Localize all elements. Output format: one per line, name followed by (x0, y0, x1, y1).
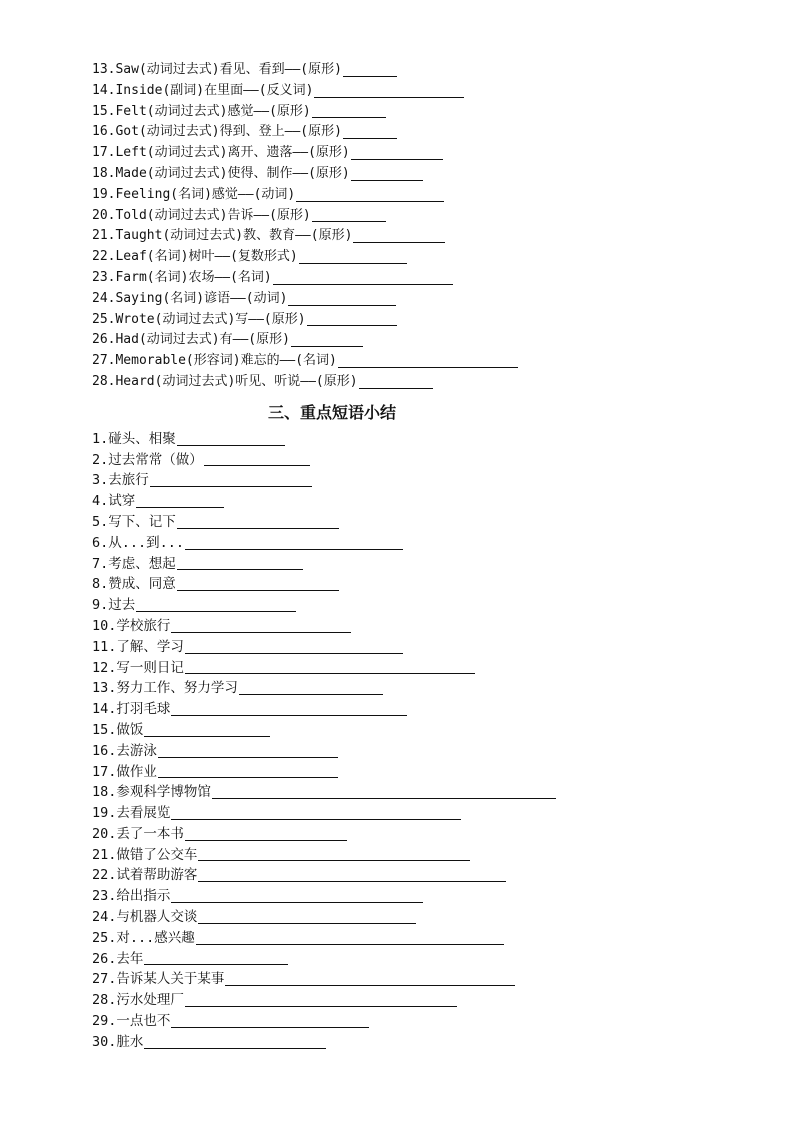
vocab-item (92, 310, 712, 331)
phrase-prompt: 26.去年 (92, 950, 144, 967)
phrase-item (92, 1011, 712, 1032)
answer-blank[interactable] (185, 840, 347, 841)
phrase-prompt: 1.碰头、相聚 (92, 430, 176, 447)
vocab-prompt: 14.Inside(副词)在里面——(反义词) (92, 82, 314, 98)
answer-blank[interactable] (198, 923, 416, 924)
answer-blank[interactable] (177, 569, 303, 570)
answer-blank[interactable] (307, 325, 397, 326)
vocab-item (92, 247, 712, 268)
vocab-item (92, 268, 712, 289)
vocab-prompt: 17.Left(动词过去式)离开、遗落——(原形) (92, 145, 350, 161)
answer-blank[interactable] (288, 305, 396, 306)
answer-blank[interactable] (351, 159, 443, 160)
phrase-prompt: 16.去游泳 (92, 742, 157, 759)
phrase-prompt: 5.写下、记下 (92, 513, 176, 530)
answer-blank[interactable] (273, 284, 453, 285)
worksheet (92, 60, 712, 1053)
answer-blank[interactable] (185, 673, 475, 674)
phrase-item (92, 470, 712, 491)
vocab-prompt: 15.Felt(动词过去式)感觉——(原形) (92, 103, 311, 119)
phrase-prompt: 10.学校旅行 (92, 617, 171, 634)
phrase-item (92, 450, 712, 471)
phrase-item (92, 762, 712, 783)
phrase-prompt: 21.做错了公交车 (92, 846, 198, 863)
answer-blank[interactable] (299, 263, 407, 264)
phrase-prompt: 19.去看展览 (92, 805, 171, 822)
answer-blank[interactable] (144, 736, 270, 737)
vocab-prompt: 26.Had(动词过去式)有——(原形) (92, 332, 290, 348)
phrase-prompt: 24.与机器人交谈 (92, 909, 198, 926)
phrase-item (92, 803, 712, 824)
phrase-item (92, 1032, 712, 1053)
answer-blank[interactable] (185, 1006, 457, 1007)
answer-blank[interactable] (171, 902, 423, 903)
answer-blank[interactable] (196, 944, 504, 945)
phrase-item (92, 928, 712, 949)
answer-blank[interactable] (177, 528, 339, 529)
phrase-prompt: 7.考虑、想起 (92, 555, 176, 572)
vocab-prompt: 22.Leaf(名词)树叶——(复数形式) (92, 249, 298, 265)
phrase-prompt: 15.做饭 (92, 721, 144, 738)
phrase-prompt: 17.做作业 (92, 763, 157, 780)
answer-blank[interactable] (171, 819, 461, 820)
phrase-prompt: 4.试穿 (92, 493, 136, 510)
vocab-item (92, 185, 712, 206)
phrase-item (92, 616, 712, 637)
vocab-item (92, 330, 712, 351)
phrase-item (92, 720, 712, 741)
vocab-prompt: 20.Told(动词过去式)告诉——(原形) (92, 207, 311, 223)
phrase-prompt: 27.告诉某人关于某事 (92, 971, 225, 988)
phrase-item (92, 969, 712, 990)
answer-blank[interactable] (239, 694, 383, 695)
answer-blank[interactable] (296, 201, 444, 202)
phrase-prompt: 3.去旅行 (92, 472, 149, 489)
phrase-prompt: 6.从...到... (92, 534, 185, 551)
answer-blank[interactable] (177, 445, 285, 446)
phrase-prompt: 8.赞成、同意 (92, 576, 176, 593)
phrase-item (92, 658, 712, 679)
phrase-prompt: 29.一点也不 (92, 1013, 171, 1030)
section-title: 三、重点短语小结 (267, 402, 396, 422)
answer-blank[interactable] (338, 367, 518, 368)
answer-blank[interactable] (225, 985, 515, 986)
phrase-prompt: 14.打羽毛球 (92, 701, 171, 718)
vocab-prompt: 23.Farm(名词)农场——(名词) (92, 269, 272, 285)
vocab-prompt: 27.Memorable(形容词)难忘的——(名词) (92, 353, 337, 369)
phrase-item (92, 949, 712, 970)
vocab-prompt: 21.Taught(动词过去式)教、教育——(原形) (92, 228, 353, 244)
phrase-item (92, 678, 712, 699)
answer-blank[interactable] (204, 465, 310, 466)
phrase-item (92, 990, 712, 1011)
answer-blank[interactable] (171, 1027, 369, 1028)
vocab-item (92, 60, 712, 81)
phrase-prompt: 30.脏水 (92, 1033, 144, 1050)
vocab-prompt: 25.Wrote(动词过去式)写——(原形) (92, 311, 306, 327)
phrase-prompt: 18.参观科学博物馆 (92, 784, 211, 801)
phrase-prompt: 11.了解、学习 (92, 638, 184, 655)
phrase-item (92, 845, 712, 866)
phrase-item (92, 429, 712, 450)
answer-blank[interactable] (185, 549, 403, 550)
answer-blank[interactable] (136, 507, 224, 508)
vocab-item (92, 81, 712, 102)
phrase-prompt: 9.过去 (92, 597, 136, 614)
phrase-item (92, 699, 712, 720)
vocab-item (92, 164, 712, 185)
answer-blank[interactable] (171, 715, 407, 716)
vocab-item (92, 122, 712, 143)
answer-blank[interactable] (185, 653, 403, 654)
answer-blank[interactable] (158, 757, 338, 758)
answer-blank[interactable] (312, 117, 386, 118)
vocab-item (92, 289, 712, 310)
phrase-item (92, 824, 712, 845)
phrase-item (92, 886, 712, 907)
vocab-prompt: 19.Feeling(名词)感觉——(动词) (92, 186, 296, 202)
vocab-item (92, 102, 712, 123)
answer-blank[interactable] (150, 486, 312, 487)
phrase-item (92, 533, 712, 554)
vocab-item (92, 372, 712, 393)
phrase-item (92, 907, 712, 928)
vocab-prompt: 28.Heard(动词过去式)听见、听说——(原形) (92, 373, 358, 389)
answer-blank[interactable] (312, 221, 386, 222)
answer-blank[interactable] (314, 97, 464, 98)
phrase-prompt: 12.写一则日记 (92, 659, 184, 676)
vocab-item (92, 226, 712, 247)
answer-blank[interactable] (144, 964, 288, 965)
phrase-prompt: 28.污水处理厂 (92, 992, 184, 1009)
phrase-prompt: 13.努力工作、努力学习 (92, 680, 238, 697)
answer-blank[interactable] (158, 777, 338, 778)
vocab-prompt: 24.Saying(名词)谚语——(动词) (92, 290, 288, 306)
answer-blank[interactable] (212, 798, 556, 799)
phrase-item (92, 741, 712, 762)
phrase-item (92, 595, 712, 616)
vocab-prompt: 13.Saw(动词过去式)看见、看到——(原形) (92, 62, 342, 77)
phrase-prompt: 22.试着帮助游客 (92, 867, 198, 884)
answer-blank[interactable] (351, 180, 423, 181)
phrase-item (92, 574, 712, 595)
answer-blank[interactable] (343, 138, 397, 139)
vocab-item (92, 206, 712, 227)
answer-blank[interactable] (353, 242, 445, 243)
phrase-item (92, 782, 712, 803)
phrase-item (92, 637, 712, 658)
vocab-prompt: 18.Made(动词过去式)使得、制作——(原形) (92, 165, 350, 181)
vocab-item (92, 351, 712, 372)
answer-blank[interactable] (136, 611, 296, 612)
answer-blank[interactable] (198, 860, 470, 861)
phrase-item (92, 491, 712, 512)
phrase-prompt: 2.过去常常（做） (92, 451, 203, 468)
phrase-prompt: 25.对...感兴趣 (92, 929, 195, 946)
phrase-item (92, 865, 712, 886)
phrase-prompt: 20.丢了一本书 (92, 825, 184, 842)
answer-blank[interactable] (359, 388, 433, 389)
answer-blank[interactable] (343, 76, 397, 77)
answer-blank[interactable] (177, 590, 339, 591)
phrase-item (92, 554, 712, 575)
answer-blank[interactable] (171, 632, 351, 633)
phrase-prompt: 23.给出指示 (92, 888, 171, 905)
vocab-item (92, 143, 712, 164)
vocab-prompt: 16.Got(动词过去式)得到、登上——(原形) (92, 124, 342, 140)
answer-blank[interactable] (291, 346, 363, 347)
phrase-item (92, 512, 712, 533)
answer-blank[interactable] (144, 1048, 326, 1049)
answer-blank[interactable] (198, 881, 506, 882)
